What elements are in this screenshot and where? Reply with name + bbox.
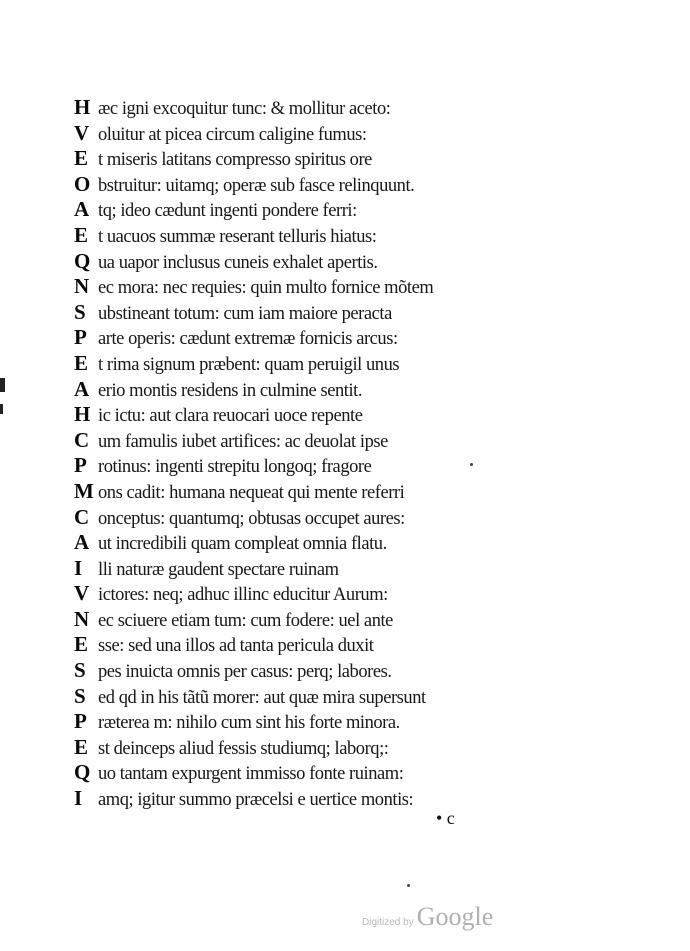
verse-line bbox=[74, 735, 544, 761]
verse-initial: S bbox=[74, 658, 86, 683]
verse-initial: H bbox=[74, 95, 91, 119]
verse-initial: A bbox=[74, 530, 90, 555]
verse-text-line: ec sciuere etiam tum: cum fodere: uel ante bbox=[98, 610, 393, 631]
verse-line bbox=[74, 300, 544, 326]
verse-initial: N bbox=[74, 606, 90, 631]
verse-initial: E bbox=[74, 146, 89, 171]
verse-text-line: tq; ideo cædunt ingenti pondere ferri: bbox=[98, 201, 357, 222]
verse-line bbox=[74, 632, 544, 658]
stray-dot-bottom bbox=[407, 884, 410, 887]
verse-text-line: lli naturæ gaudent spectare ruinam bbox=[98, 559, 339, 580]
verse-text-line: ut incredibili quam compleat omnia flatu. bbox=[98, 534, 387, 555]
verse-line bbox=[74, 249, 544, 275]
verse-line bbox=[74, 709, 544, 735]
verse-text-line: ictores: neq; adhuc illinc educitur Aurum: bbox=[98, 585, 388, 606]
verse-text-line: ubstineant totum: cum iam maiore peracta bbox=[98, 303, 392, 324]
verse-text-line: sse: sed una illos ad tanta pericula duxit bbox=[98, 636, 374, 657]
verse-initial: I bbox=[74, 555, 83, 580]
verse-text-line: pes inuicta omnis per casus: perq; labores. bbox=[98, 662, 392, 683]
verse-initial: C bbox=[74, 504, 90, 529]
signature-mark: • c bbox=[436, 808, 455, 828]
digitization-watermark bbox=[362, 902, 493, 932]
verse-initial: I bbox=[74, 786, 83, 811]
verse-text-line: ic ictu: aut clara reuocari uoce repente bbox=[98, 406, 363, 427]
verse-initial: V bbox=[74, 581, 90, 606]
verse-initial: E bbox=[74, 734, 89, 759]
verse-initial: S bbox=[74, 299, 86, 324]
left-margin-mark bbox=[0, 378, 5, 392]
verse-initial: C bbox=[74, 427, 90, 452]
verse-line bbox=[74, 658, 544, 684]
verse-text-line: uo tantam expurgent immisso fonte ruinam: bbox=[98, 764, 404, 785]
verse-initial: M bbox=[74, 478, 94, 503]
verse-line bbox=[74, 172, 544, 198]
verse-text-line: ed qd in his tãtũ morer: aut quæ mira supersunt bbox=[98, 687, 426, 708]
verse-initial: P bbox=[74, 453, 87, 478]
verse-initial: Q bbox=[74, 248, 91, 273]
verse-line bbox=[74, 786, 544, 812]
verse-initial: S bbox=[74, 683, 86, 708]
verse-text-line: oluitur at picea circum caligine fumus: bbox=[98, 124, 367, 145]
verse-initial: N bbox=[74, 274, 90, 299]
verse-text-line: ua uapor inclusus cuneis exhalet apertis. bbox=[98, 252, 378, 273]
verse-text-line: erio montis residens in culmine sentit. bbox=[98, 380, 363, 401]
verse-initial: P bbox=[74, 709, 87, 734]
google-logo: Google bbox=[416, 902, 494, 931]
verse-text-line: amq; igitur summo præcelsi e uertice montis: bbox=[98, 790, 414, 811]
verse-initial: V bbox=[74, 120, 90, 145]
verse-text-line: bstruitur: uitamq; operæ sub fasce relinquunt. bbox=[98, 175, 415, 196]
watermark-prefix: Digitized by bbox=[362, 917, 414, 928]
verse-text-line: ons cadit: humana nequeat qui mente referri bbox=[98, 482, 405, 503]
verse-line bbox=[74, 607, 544, 633]
verse-line bbox=[74, 581, 544, 607]
verse-line bbox=[74, 377, 544, 403]
verse-line bbox=[74, 121, 544, 147]
verse-line bbox=[74, 197, 544, 223]
verse-text bbox=[74, 95, 544, 812]
verse-line bbox=[74, 760, 544, 786]
verse-text-line: um famulis iubet artifices: ac deuolat ipse bbox=[98, 431, 388, 452]
verse-text-line: ec mora: nec requies: quin multo fornice mõtem bbox=[98, 278, 434, 299]
verse-line bbox=[74, 351, 544, 377]
verse-line bbox=[74, 223, 544, 249]
left-margin-mark-lower bbox=[0, 404, 3, 414]
verse-text-line: æc igni excoquitur tunc: & mollitur aceto: bbox=[98, 99, 391, 119]
verse-line bbox=[74, 505, 544, 531]
verse-text-line: st deinceps aliud fessis studiumq; laborq;: bbox=[98, 738, 389, 759]
verse-initial: E bbox=[74, 222, 89, 247]
verse-line bbox=[74, 274, 544, 300]
verse-initial: A bbox=[74, 197, 90, 222]
verse-line bbox=[74, 428, 544, 454]
verse-text-line: t uacuos summæ reserant telluris hiatus: bbox=[98, 226, 377, 247]
verse-initial: E bbox=[74, 350, 89, 375]
verse-initial: Q bbox=[74, 760, 91, 785]
verse-line bbox=[74, 684, 544, 710]
verse-line bbox=[74, 530, 544, 556]
verse-text-line: t rima signum præbent: quam peruigil unus bbox=[98, 354, 400, 375]
verse-initial: E bbox=[74, 632, 89, 657]
verse-initial: O bbox=[74, 171, 91, 196]
verse-text-line: onceptus: quantumq; obtusas occupet aures: bbox=[98, 508, 405, 529]
verse-line bbox=[74, 479, 544, 505]
verse-line bbox=[74, 146, 544, 172]
verse-text-line: ræterea m: nihilo cum sint his forte minora. bbox=[98, 713, 400, 734]
verse-text-line: rotinus: ingenti strepitu longoq; fragore bbox=[98, 457, 372, 478]
verse-line bbox=[74, 95, 544, 121]
verse-line bbox=[74, 453, 544, 479]
verse-text-line: arte operis: cædunt extremæ fornicis arcus: bbox=[98, 329, 398, 350]
verse-line bbox=[74, 402, 544, 428]
verse-text-line: t miseris latitans compresso spiritus ore bbox=[98, 150, 372, 171]
verse-line bbox=[74, 325, 544, 351]
verse-initial: H bbox=[74, 402, 91, 427]
verse-initial: P bbox=[74, 325, 87, 350]
stray-dot bbox=[470, 463, 473, 466]
verse-line bbox=[74, 556, 544, 582]
verse-initial: A bbox=[74, 376, 90, 401]
